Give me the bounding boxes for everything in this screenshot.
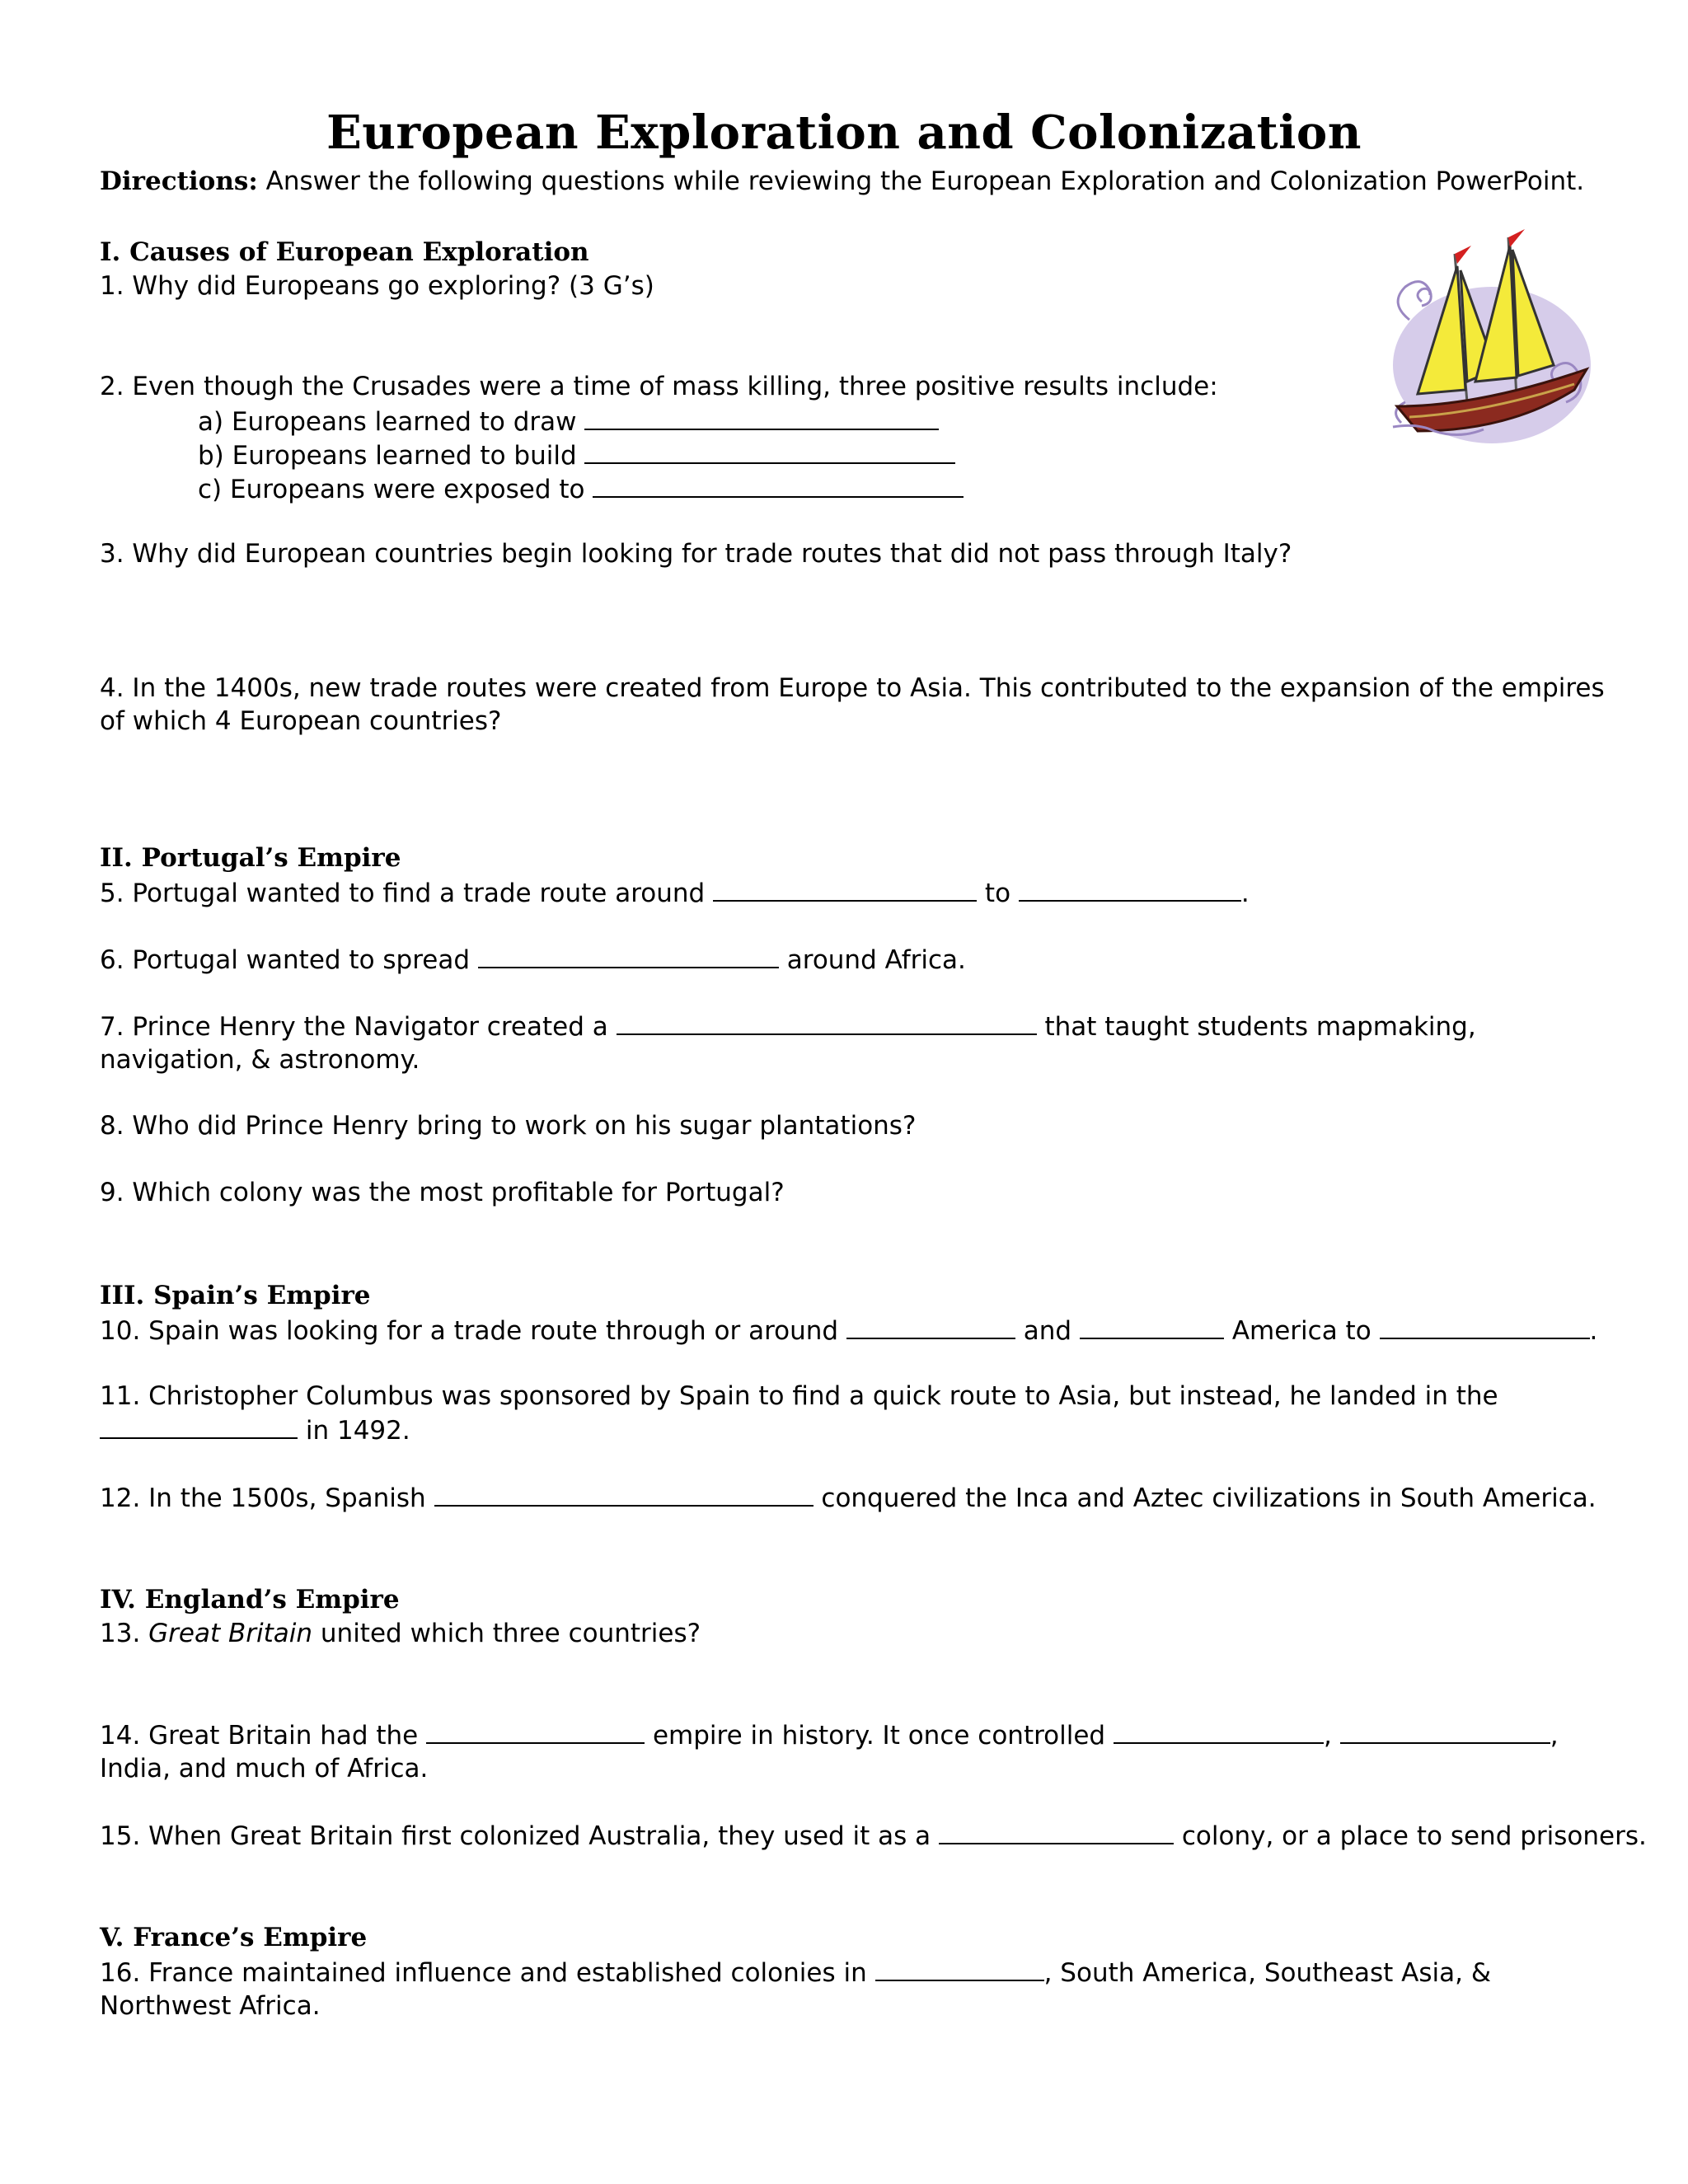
answer-blank[interactable]: [1114, 1718, 1324, 1744]
answer-blank[interactable]: [846, 1313, 1015, 1339]
question-2: 2. Even though the Crusades were a time of mass killing, three positive results include:: [100, 372, 1218, 401]
question-14: [100, 1718, 1583, 1785]
answer-blank[interactable]: [875, 1955, 1044, 1981]
question-7-text: that taught students mapmaking, navigation, & astronomy.: [100, 1012, 1476, 1075]
answer-blank[interactable]: [713, 875, 977, 902]
question-5-text: .: [1240, 879, 1250, 908]
question-13-term: Great Britain: [148, 1619, 313, 1648]
question-16-text: , South America, Southeast Asia, & Northwest Africa.: [100, 1958, 1492, 2021]
question-11: [100, 1380, 1583, 1447]
answer-blank[interactable]: [584, 438, 955, 464]
question-6-text: 6. Portugal wanted to spread: [100, 945, 478, 975]
question-10: [100, 1313, 1597, 1347]
question-15-text: colony, or a place to send prisoners.: [1174, 1821, 1647, 1851]
question-11-text: in 1492.: [298, 1416, 410, 1446]
answer-blank[interactable]: [426, 1718, 645, 1744]
directions-text: Answer the following questions while reviewing the European Exploration and Colonization PowerPoint.: [257, 166, 1585, 196]
question-14-text: ,: [1323, 1721, 1340, 1750]
page-title: European Exploration and Colonization: [326, 105, 1362, 160]
question-13-text: united which three countries?: [312, 1619, 701, 1648]
question-14-text: , India, and much of Africa.: [100, 1721, 1559, 1783]
directions: [100, 165, 1584, 198]
answer-blank[interactable]: [593, 471, 964, 498]
section-heading-france: V. France’s Empire: [100, 1923, 368, 1952]
question-14-text: empire in history. It once controlled: [645, 1721, 1114, 1750]
question-2b-text: b) Europeans learned to build: [198, 441, 585, 471]
answer-blank[interactable]: [584, 404, 939, 430]
question-12-text: 12. In the 1500s, Spanish: [100, 1483, 434, 1513]
question-13: [100, 1617, 701, 1650]
question-7-text: 7. Prince Henry the Navigator created a: [100, 1012, 617, 1042]
answer-blank[interactable]: [478, 942, 779, 968]
question-4: 4. In the 1400s, new trade routes were created from Europe to Asia. This contributed to the expansion of the empires of which 4 European countries?: [100, 673, 1605, 736]
question-15-text: 15. When Great Britain first colonized Australia, they used it as a: [100, 1821, 940, 1851]
answer-blank[interactable]: [1340, 1718, 1550, 1744]
question-2c-text: c) Europeans were exposed to: [198, 475, 593, 504]
answer-blank[interactable]: [939, 1818, 1174, 1844]
question-12: [100, 1480, 1597, 1515]
question-2a: [198, 404, 939, 438]
answer-blank[interactable]: [617, 1009, 1037, 1035]
question-3: 3. Why did European countries begin looking for trade routes that did not pass through Italy?: [100, 539, 1292, 569]
section-heading-portugal: II. Portugal’s Empire: [100, 843, 401, 873]
question-1: 1. Why did Europeans go exploring? (3 G’s): [100, 271, 654, 301]
question-2a-text: a) Europeans learned to draw: [198, 407, 585, 437]
question-11-text: 11. Christopher Columbus was sponsored by Spain to find a quick route to Asia, but instead, he landed in the: [100, 1381, 1498, 1411]
question-6-text: around Africa.: [778, 945, 966, 975]
question-10-text: .: [1589, 1316, 1598, 1346]
answer-blank[interactable]: [100, 1413, 298, 1439]
question-9: 9. Which colony was the most profitable for Portugal?: [100, 1178, 785, 1207]
answer-blank[interactable]: [1019, 875, 1241, 902]
ship-icon: [1385, 229, 1603, 456]
section-heading-spain: III. Spain’s Empire: [100, 1281, 371, 1310]
question-12-text: conquered the Inca and Aztec civilizations in South America.: [813, 1483, 1597, 1513]
question-16: [100, 1955, 1583, 2022]
question-16-text: 16. France maintained influence and established colonies in: [100, 1958, 875, 1988]
answer-blank[interactable]: [1380, 1313, 1590, 1339]
question-5: [100, 875, 1250, 910]
question-2c: [198, 471, 964, 506]
answer-blank[interactable]: [1080, 1313, 1224, 1339]
question-15: [100, 1818, 1647, 1853]
section-heading-causes: I. Causes of European Exploration: [100, 237, 589, 267]
question-2b: [198, 438, 955, 472]
question-7: [100, 1009, 1517, 1076]
question-10-text: America to: [1223, 1316, 1380, 1346]
question-5-text: 5. Portugal wanted to find a trade route around: [100, 879, 714, 908]
question-6: [100, 942, 966, 977]
section-heading-england: IV. England’s Empire: [100, 1585, 400, 1615]
directions-label: Directions:: [100, 166, 258, 196]
question-14-text: 14. Great Britain had the: [100, 1721, 427, 1750]
question-13-text: 13.: [100, 1619, 149, 1648]
question-5-text: to: [977, 879, 1019, 908]
question-10-text: 10. Spain was looking for a trade route through or around: [100, 1316, 846, 1346]
answer-blank[interactable]: [434, 1480, 814, 1507]
question-8: 8. Who did Prince Henry bring to work on his sugar plantations?: [100, 1111, 917, 1141]
question-10-text: and: [1015, 1316, 1080, 1346]
